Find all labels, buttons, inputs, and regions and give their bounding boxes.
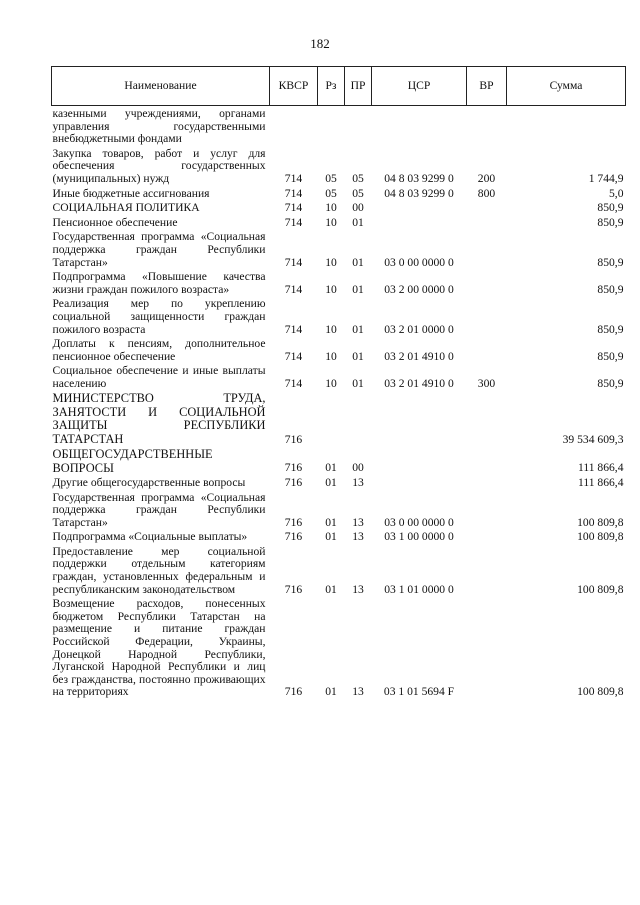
table-row (52, 106, 626, 146)
row-pr (345, 390, 372, 446)
table-row (52, 229, 626, 269)
row-vr (467, 390, 507, 446)
column-header-kvsr: КВСР (270, 67, 318, 106)
row-sum: 850,9 (597, 201, 624, 215)
row-rz: 10 (325, 322, 337, 336)
row-vr (467, 215, 507, 230)
row-kvsr: 714 (284, 349, 303, 363)
row-sum: 111 866,4 (577, 461, 624, 475)
column-header-pr: ПР (345, 67, 372, 106)
row-csr (372, 215, 467, 230)
row-pr: 01 (352, 322, 364, 336)
row-rz: 01 (325, 685, 337, 699)
row-name: Возмещение расходов, понесенных бюджетом Республики Татарстан на размещение и питание граждан Российской Федерации, Украины, Донецкой Народной Республики, Луганской Народной Республики и лиц без гражданства, постоянно проживающих на территориях (52, 597, 266, 699)
row-name: Доплаты к пенсиям, дополнительное пенсионное обеспечение (52, 337, 266, 363)
row-sum: 850,9 (597, 282, 624, 296)
row-csr: 03 1 01 5694 F (383, 685, 455, 699)
row-name: МИНИСТЕРСТВО ТРУДА, ЗАНЯТОСТИ И СОЦИАЛЬНОЙ ЗАЩИТЫ РЕСПУБЛИКИ ТАТАРСТАН (52, 391, 266, 446)
row-pr: 13 (352, 475, 364, 489)
page-number: 182 (310, 36, 330, 51)
row-csr: 04 8 03 9299 0 (384, 186, 454, 200)
row-kvsr (270, 106, 318, 146)
row-vr: 800 (477, 186, 496, 200)
row-sum: 100 809,8 (577, 685, 624, 699)
row-kvsr: 716 (284, 515, 303, 529)
table-row (52, 336, 626, 363)
table-row (52, 596, 626, 699)
row-csr (372, 446, 467, 475)
table-row (52, 529, 626, 544)
row-name: Подпрограмма «Повышение качества жизни граждан пожилого возраста» (52, 270, 266, 296)
row-name: Социальное обеспечение и иные выплаты населению (52, 364, 266, 390)
table-row (52, 363, 626, 390)
table-row (52, 475, 626, 490)
row-pr: 05 (352, 186, 364, 200)
row-kvsr: 716 (284, 530, 303, 544)
row-vr (467, 490, 507, 530)
row-sum: 850,9 (597, 376, 624, 390)
row-rz: 01 (325, 475, 337, 489)
row-pr: 01 (352, 215, 364, 229)
row-vr (467, 296, 507, 336)
row-name: казенными учреждениями, органами управления государственными внебюджетными фондами (52, 107, 266, 146)
row-name: Государственная программа «Социальная поддержка граждан Республики Татарстан» (52, 490, 266, 529)
row-name: Подпрограмма «Социальные выплаты» (52, 530, 248, 544)
row-rz: 10 (325, 282, 337, 296)
column-header-name: Наименование (52, 67, 270, 106)
row-vr (467, 596, 507, 699)
table-row (52, 200, 626, 215)
row-csr: 03 2 00 0000 0 (384, 282, 454, 296)
row-rz: 10 (325, 215, 337, 229)
row-pr: 13 (352, 530, 364, 544)
column-header-rz: Рз (318, 67, 345, 106)
row-pr: 13 (352, 582, 364, 596)
row-sum: 100 809,8 (577, 530, 624, 544)
row-kvsr: 716 (284, 475, 303, 489)
row-csr (372, 475, 467, 490)
row-csr: 03 2 01 0000 0 (384, 322, 454, 336)
row-sum: 39 534 609,3 (562, 432, 624, 446)
row-pr: 01 (352, 349, 364, 363)
row-kvsr: 714 (284, 376, 303, 390)
row-pr: 13 (352, 685, 364, 699)
row-vr (467, 475, 507, 490)
row-kvsr: 716 (284, 432, 303, 446)
row-vr (467, 446, 507, 475)
row-vr (467, 106, 507, 146)
row-csr: 03 0 00 0000 0 (384, 515, 454, 529)
row-name: Закупка товаров, работ и услуг для обеспечения государственных (муниципальных) нужд (52, 146, 266, 185)
table-row (52, 215, 626, 230)
table-row (52, 146, 626, 186)
row-rz: 01 (325, 461, 337, 475)
row-kvsr: 714 (284, 171, 303, 185)
row-sum: 100 809,8 (577, 582, 624, 596)
row-name: ОБЩЕГОСУДАРСТВЕННЫЕ ВОПРОСЫ (52, 447, 213, 475)
row-rz: 10 (325, 376, 337, 390)
row-kvsr: 714 (284, 255, 303, 269)
row-sum: 850,9 (597, 349, 624, 363)
row-vr (467, 336, 507, 363)
row-csr: 03 2 01 4910 0 (384, 349, 454, 363)
row-vr (467, 200, 507, 215)
row-pr: 13 (352, 515, 364, 529)
row-csr (372, 106, 467, 146)
row-csr (372, 390, 467, 446)
column-header-vr: ВР (467, 67, 507, 106)
row-kvsr: 714 (284, 186, 303, 200)
row-sum: 850,9 (597, 215, 624, 229)
row-rz: 01 (325, 582, 337, 596)
row-vr (467, 229, 507, 269)
row-sum: 111 866,4 (577, 475, 624, 489)
column-header-sum: Сумма (507, 67, 626, 106)
row-sum: 5,0 (609, 186, 624, 200)
table-row (52, 490, 626, 530)
row-csr: 04 8 03 9299 0 (384, 171, 454, 185)
row-vr: 200 (477, 171, 496, 185)
table-row (52, 544, 626, 596)
row-name: Другие общегосударственные вопросы (52, 475, 246, 489)
row-sum: 850,9 (597, 322, 624, 336)
row-pr: 00 (352, 201, 364, 215)
row-kvsr: 716 (284, 582, 303, 596)
row-csr: 03 1 00 0000 0 (384, 530, 454, 544)
row-vr: 300 (477, 376, 496, 390)
row-rz: 10 (325, 255, 337, 269)
row-kvsr: 714 (284, 322, 303, 336)
row-name: Государственная программа «Социальная поддержка граждан Республики Татарстан» (52, 230, 266, 269)
row-pr: 00 (352, 461, 364, 475)
row-name: Предоставление мер социальной поддержки отдельным категориям граждан, установленных федеральным и республиканским законодательством (52, 544, 266, 596)
row-rz: 01 (325, 515, 337, 529)
table-body (52, 106, 626, 700)
row-csr: 03 2 01 4910 0 (384, 376, 454, 390)
row-pr: 01 (352, 282, 364, 296)
row-csr: 03 0 00 0000 0 (384, 255, 454, 269)
row-vr (467, 269, 507, 296)
row-rz (318, 390, 345, 446)
row-vr (467, 529, 507, 544)
row-kvsr: 716 (284, 461, 303, 475)
row-name: Иные бюджетные ассигнования (52, 186, 210, 200)
row-kvsr: 714 (284, 201, 303, 215)
table-header-row (52, 67, 626, 106)
row-pr: 05 (352, 171, 364, 185)
row-name: Пенсионное обеспечение (52, 215, 178, 229)
row-name: СОЦИАЛЬНАЯ ПОЛИТИКА (52, 201, 200, 215)
row-rz: 05 (325, 186, 337, 200)
row-name: Реализация мер по укреплению социальной защищенности граждан пожилого возраста (52, 297, 266, 336)
row-pr: 01 (352, 255, 364, 269)
row-rz: 10 (325, 349, 337, 363)
row-rz: 01 (325, 530, 337, 544)
row-kvsr: 714 (284, 282, 303, 296)
row-rz: 10 (325, 201, 337, 215)
row-kvsr: 714 (284, 215, 303, 229)
row-vr (467, 544, 507, 596)
row-sum (507, 106, 626, 146)
row-sum: 100 809,8 (577, 515, 624, 529)
row-kvsr: 716 (284, 685, 303, 699)
row-rz: 05 (325, 171, 337, 185)
row-rz (318, 106, 345, 146)
row-csr (372, 200, 467, 215)
table-row (52, 186, 626, 201)
row-sum: 1 744,9 (588, 171, 624, 185)
table-row (52, 390, 626, 446)
table-row (52, 269, 626, 296)
row-pr: 01 (352, 376, 364, 390)
column-header-csr: ЦСР (372, 67, 467, 106)
row-pr (345, 106, 372, 146)
table-row (52, 446, 626, 475)
row-sum: 850,9 (597, 255, 624, 269)
table-row (52, 296, 626, 336)
budget-table (51, 66, 626, 699)
row-csr: 03 1 01 0000 0 (384, 582, 454, 596)
